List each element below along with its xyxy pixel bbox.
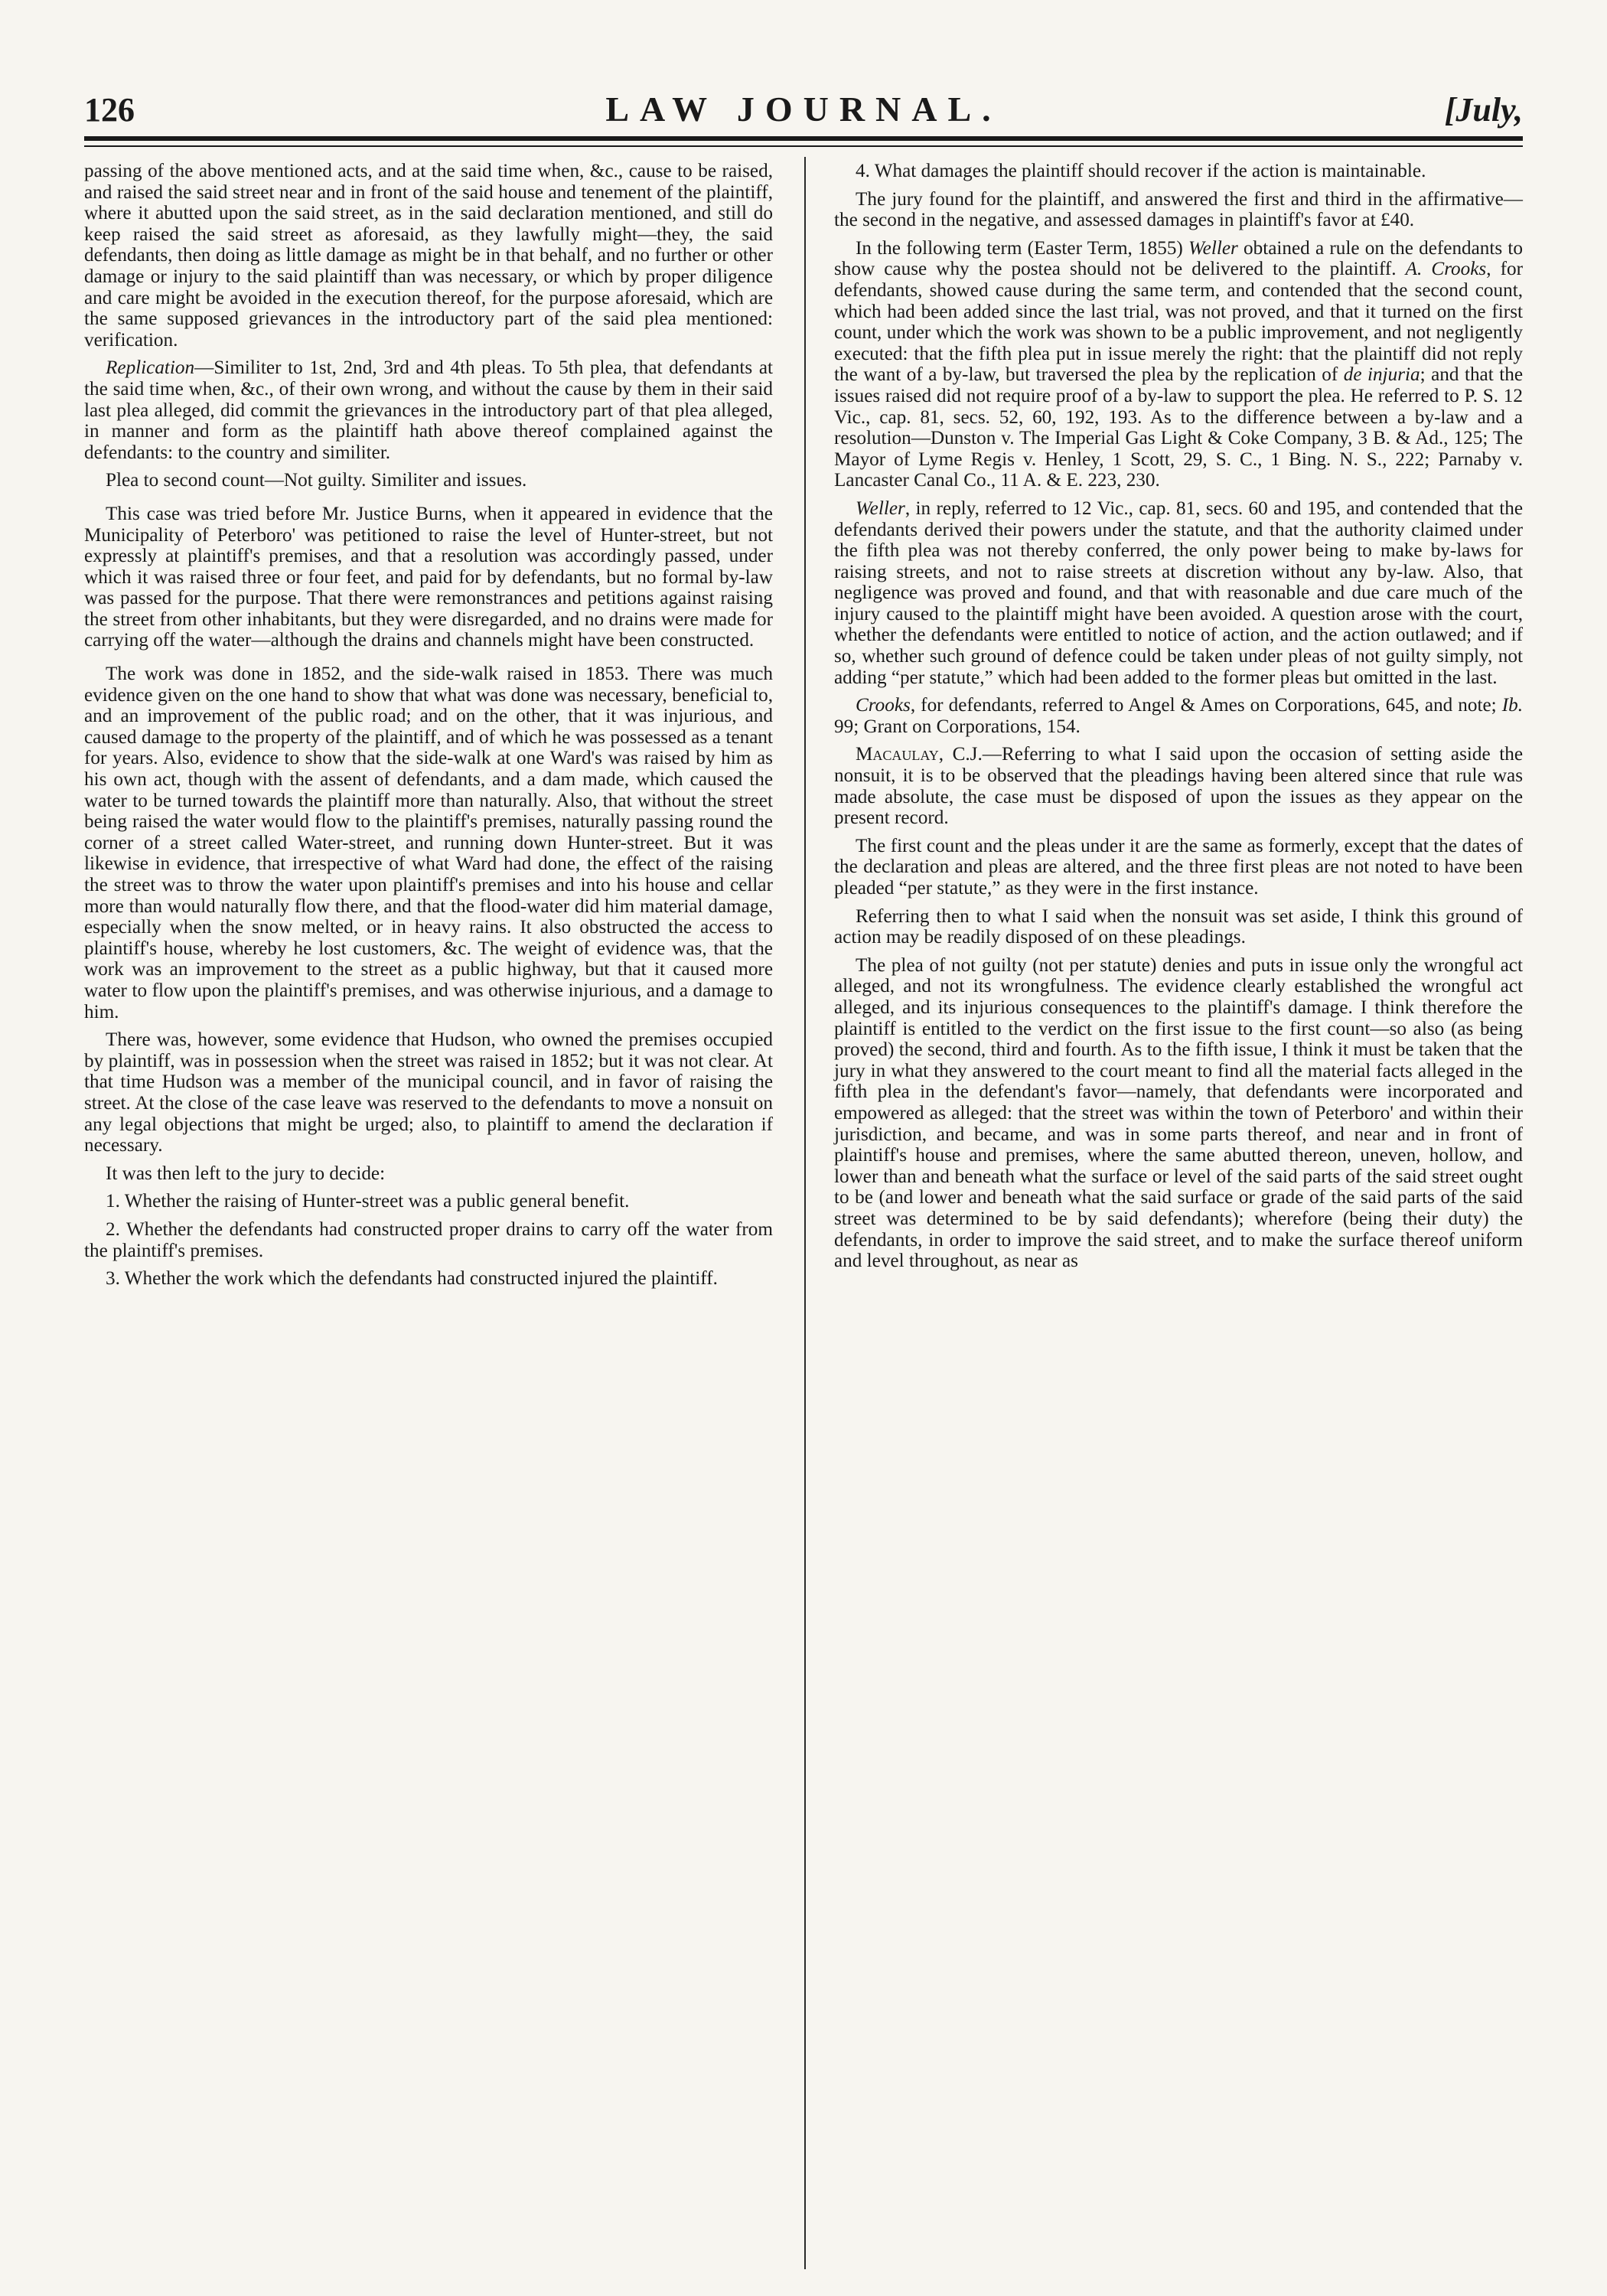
header-rule-thin: [84, 145, 1523, 147]
paragraph: [834, 498, 1523, 688]
counsel-name: Weller: [856, 497, 905, 519]
paragraph: [834, 238, 1523, 491]
question-item: 3. Whether the work which the defendants had constructed injured the plaintiff.: [106, 1268, 718, 1290]
paragraph: The jury found for the plaintiff, and answered the first and third in the affirmative—the second in the negative, and assessed damages in plaintiff's favor at £40.: [834, 188, 1523, 231]
counsel-name: Weller: [1188, 237, 1238, 259]
paragraph: The first count and the pleas under it are the same as formerly, except that the dates of the declaration and pleas are altered, and the three first pleas are not noted to have been pleaded “per statute,” as they were in the first instance.: [834, 835, 1523, 899]
running-title: LAW JOURNAL.: [605, 90, 1002, 129]
paragraph: Referring then to what I said when the nonsuit was set aside, I think this ground of action may be readily disposed of on these pleadings.: [834, 905, 1523, 948]
text-run: , for defendants, referred to Angel & Ames on Corporations, 645, and note;: [910, 695, 1502, 716]
paragraph-replication: [84, 357, 773, 463]
right-column: [834, 161, 1523, 1279]
replication-label: Replication: [106, 357, 195, 379]
running-month: [July,: [1444, 91, 1523, 129]
latin-term: de injuria: [1343, 364, 1420, 386]
left-column: [84, 161, 773, 1296]
replication-text: —Similiter to 1st, 2nd, 3rd and 4th pleas. To 5th plea, that defendants at the said time when, &c., of their own wrong, and without the cause by them in their said last plea alleged, did commit the grievances in the introductory part of that plea alleged, in manner and form as the plaintiff hath above thereof complained against the defendants: to the country and similiter.: [84, 357, 773, 463]
paragraph: The work was done in 1852, and the side-walk raised in 1853. There was much evidence given on the one hand to show that what was done was necessary, beneficial to, and an improvement of the public road; and on the other, that it was injurious, and caused damage to the property of the plaintiff, and of which he was possessed as a tenant for years. Also, evidence to show that the side-walk at one Ward's was raised by him as his own act, though with the assent of defendants, and a dam made, which caused the water to be turned towards the plaintiff more than naturally. Also, that without the street being raised the water would flow to the plaintiff's premises, naturally passing round the corner of a street called Water-street, and running down Hunter-street. But it was likewise in evidence, that irrespective of what Ward had done, the effect of the raising the street was to throw the water upon plaintiff's premises and into his house and cellar more than would naturally flow there, and that the flood-water did him material damage, especially when the snow melted, or in heavy rains. It also obstructed the access to plaintiff's house, whereby he lost customers, &c. The weight of evidence was, that the work was an improvement to the street as a public highway, but that it caused more water to flow upon the plaintiff's premises, and was otherwise injurious, and a damage to him.: [84, 664, 773, 1022]
text-run: , for defendants, showed cause during the same term, and contended that the second count, which had been added since the last trial, was not proved, and that it turned on the first count, under which the work was shown to be a public improvement, and not negligently executed: that the fifth plea put in issue merely the right: that the plaintiff did not reply the want of a by-law, but traversed the plea by the replication of: [834, 259, 1523, 386]
text-run: obtained a rule on the defendants to show cause why the postea should not be delivered to the plaintiff.: [834, 237, 1523, 280]
counsel-name: A. Crooks: [1405, 259, 1487, 280]
question-item: 1. Whether the raising of Hunter-street was a public general benefit.: [106, 1191, 630, 1212]
text-run: , in reply, referred to 12 Vic., cap. 81, secs. 60 and 195, and contended that the defendants derived their powers under the statute, and that the authority claimed under the fifth plea was not thereby conferred, the only power being to make by-laws for raising streets, and not to raise streets at discretion without any by-law. Also, that negligence was proved and found, and that with reasonable and due care much of the injury caused to the plaintiff might have been avoided. A question arose with the court, whether the defendants were entitled to notice of action, and the action outlawed; and if so, whether such ground of defence could be taken under pleas of not guilty simply, not adding “per statute,” which had been added to the former pleas but omitted in the last.: [834, 497, 1523, 688]
paragraph: Plea to second count—Not guilty. Similiter and issues.: [106, 470, 527, 491]
page-header: [84, 84, 1523, 130]
column-divider: [804, 157, 806, 2269]
paragraph-judgment: [834, 744, 1523, 828]
paragraph: The plea of not guilty (not per statute) denies and puts in issue only the wrongful act alleged, and not its wrongfulness. The evidence clearly established the wrongful act alleged, and its injurious consequences to the plaintiff's damage. I think therefore the plaintiff is entitled to the verdict on the first issue to the first count—so also (as being proved) the second, third and fourth. As to the fifth issue, I think it must be taken that the jury in what they answered to the court meant to find all the material facts alleged in the fifth plea in the defendant's favor—namely, that defendants were incorporated and empowered as alleged: that the street was within the town of Peterboro' and within their jurisdiction, and became, and was in some parts thereof, and near and in front of plaintiff's house and premises, where the same abutted thereon, uneven, hollow, and lower than and beneath what the surface or level of the said parts of the said street ought to be (and lower and beneath what the said surface or grade of the said parts of the said street was determined to be by said defendants); wherefore (being their duty) the defendants, in order to improve the said street, and to make the surface thereof uniform and level throughout, as near as: [834, 954, 1523, 1272]
question-item: 4. What damages the plaintiff should recover if the action is maintainable.: [856, 161, 1426, 181]
page-number: 126: [84, 91, 135, 129]
paragraph: This case was tried before Mr. Justice Burns, when it appeared in evidence that the Municipality of Peterboro' was petitioned to raise the level of Hunter-street, but not expressly at plaintiff's premises, and that a resolution was accordingly passed, under which it was raised three or four feet, and paid for by defendants, but no formal by-law was passed for the purpose. That there were remonstrances and petitions against raising the street from other inhabitants, but they were disregarded, and no drains were made for carrying off the water—although the drains and channels might have been constructed.: [84, 503, 773, 651]
paragraph: [834, 695, 1523, 737]
header-rule-thick: [84, 136, 1523, 141]
counsel-name: Crooks: [856, 695, 911, 716]
text-run: ; and that the issues raised did not require proof of a by-law to support the plea. He referred to P. S. 12 Vic., cap. 81, secs. 52, 60, 192, 193. As to the difference between a by-law and a resolution—Dunston v. The Imperial Gas Light & Coke Company, 3 B. & Ad., 125; The Mayor of Lyme Regis v. Henley, 1 Scott, 29, S. C., 1 Bing. N. S., 222; Parnaby v. Lancaster Canal Co., 11 A. & E. 223, 230.: [834, 364, 1523, 491]
text-run: 99; Grant on Corporations, 154.: [834, 716, 1081, 737]
paragraph: It was then left to the jury to decide:: [106, 1163, 386, 1184]
paragraph: passing of the above mentioned acts, and at the said time when, &c., cause to be raised, and raised the said street near and in front of the said house and tenement of the plaintiff, where it abutted upon the said street, as in the said declaration mentioned, and still do keep raised the said street as aforesaid, as they lawfully might—they, the said defendants, then doing as little damage as might be in that behalf, and no further or other damage or injury to the said plaintiff than was necessary, or which by proper diligence and care might be avoided in the execution thereof, for the purpose aforesaid, which are the same supposed grievances in the introductory part of the said plea mentioned: verification.: [84, 161, 773, 351]
paragraph: There was, however, some evidence that Hudson, who owned the premises occupied by plaintiff, was in possession when the street was raised in 1852; but it was not clear. At that time Hudson was a member of the municipal council, and in favor of raising the street. At the close of the case leave was reserved to the defendants to move a nonsuit on any legal objections that might be urged; also, to plaintiff to amend the declaration if necessary.: [84, 1029, 773, 1156]
text-run: —Referring to what I said upon the occasion of setting aside the nonsuit, it is to be observed that the pleadings having been altered since that rule was made absolute, the case must be disposed of upon the issues as they appear on the present record.: [834, 744, 1524, 829]
question-item: 2. Whether the defendants had constructed proper drains to carry off the water from the plaintiff's premises.: [84, 1218, 773, 1261]
ibid-ref: Ib.: [1501, 695, 1523, 716]
text-run: In the following term (Easter Term, 1855): [856, 237, 1189, 259]
judge-name: Macaulay, C.J.: [856, 744, 983, 765]
